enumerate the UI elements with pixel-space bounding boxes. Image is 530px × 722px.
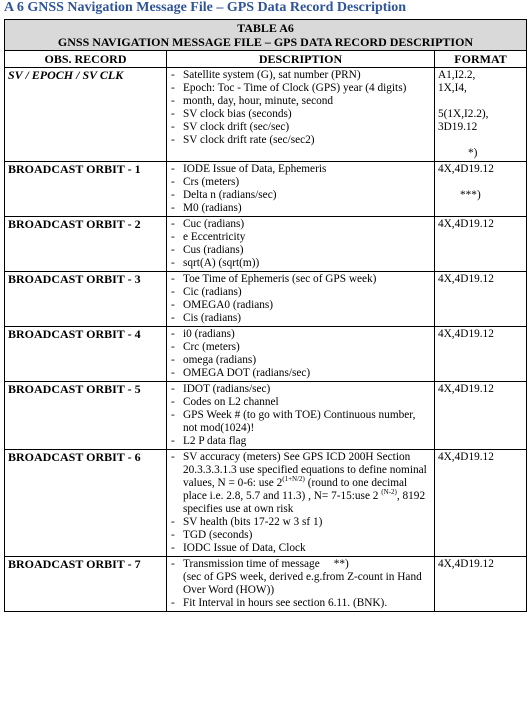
- record-format: [435, 272, 527, 327]
- record-description: [167, 162, 435, 217]
- record-description: [167, 272, 435, 327]
- table-row: [5, 327, 527, 382]
- table-header-row: [5, 51, 527, 68]
- record-name: BROADCAST ORBIT - 2: [5, 217, 167, 272]
- table-row: [5, 162, 527, 217]
- description-item: - Crc (meters): [170, 341, 431, 354]
- record-format: [435, 217, 527, 272]
- description-item: - Cus (radians): [170, 244, 431, 257]
- description-item: - L2 P data flag: [170, 435, 431, 448]
- description-item: - Satellite system (G), sat number (PRN): [170, 69, 431, 82]
- format-line: 4X,4D19.12: [438, 218, 494, 230]
- gps-record-table: [4, 19, 527, 612]
- description-item: - Cic (radians): [170, 286, 431, 299]
- description-item: - SV health (bits 17-22 w 3 sf 1): [170, 516, 431, 529]
- description-item: - Toe Time of Ephemeris (sec of GPS week): [170, 273, 431, 286]
- description-item: - e Eccentricity: [170, 231, 431, 244]
- record-format: [435, 162, 527, 217]
- description-item: - OMEGA0 (radians): [170, 299, 431, 312]
- accuracy-exponent: (N-2): [381, 488, 397, 497]
- description-item: - M0 (radians): [170, 202, 431, 215]
- record-name: BROADCAST ORBIT - 4: [5, 327, 167, 382]
- document-heading: A 6 GNSS Navigation Message File – GPS Data Record Description: [4, 0, 407, 15]
- format-line: *): [468, 147, 478, 159]
- accuracy-text: (round to one decimal place i.e. 2.8, 5.7 and 11.3) , N= 7-15:use 2: [183, 477, 408, 502]
- description-item: - Cuc (radians): [170, 218, 431, 231]
- format-line: 4X,4D19.12: [438, 451, 494, 463]
- description-continuation: (sec of GPS week, derived e.g.from Z-count in Hand Over Word (HOW)): [183, 571, 422, 596]
- description-item: - Cis (radians): [170, 312, 431, 325]
- description-item: - SV clock drift rate (sec/sec2): [170, 134, 431, 147]
- description-item: - IODC Issue of Data, Clock: [170, 542, 431, 555]
- format-line: 3D19.12: [438, 121, 478, 133]
- description-item: - GPS Week # (to go with TOE) Continuous number, not mod(1024)!: [170, 409, 431, 435]
- record-description: [167, 450, 435, 557]
- description-item: - Codes on L2 channel: [170, 396, 431, 409]
- header-format: FORMAT: [435, 51, 527, 68]
- description-item-transmission: [170, 558, 431, 571]
- transmission-footnote-mark: **): [333, 558, 349, 570]
- record-name: BROADCAST ORBIT - 6: [5, 450, 167, 557]
- record-description: [167, 382, 435, 450]
- format-line: 4X,4D19.12: [438, 163, 494, 175]
- record-name: BROADCAST ORBIT - 5: [5, 382, 167, 450]
- description-item: - Delta n (radians/sec): [170, 189, 431, 202]
- description-item: - omega (radians): [170, 354, 431, 367]
- description-item: - SV clock bias (seconds): [170, 108, 431, 121]
- format-line: [438, 176, 523, 189]
- description-item: - SV clock drift (sec/sec): [170, 121, 431, 134]
- format-line: [438, 95, 523, 108]
- record-format: [435, 327, 527, 382]
- description-item: - Crs (meters): [170, 176, 431, 189]
- table-title-cell: [5, 20, 527, 51]
- record-description: [167, 557, 435, 612]
- record-name: BROADCAST ORBIT - 3: [5, 272, 167, 327]
- record-format: [435, 68, 527, 162]
- format-line: 5(1X,I2.2),: [438, 108, 489, 120]
- description-item: - Epoch: Toc - Time of Clock (GPS) year (4 digits): [170, 82, 431, 95]
- table-number: TABLE A6: [237, 21, 294, 35]
- format-line: 4X,4D19.12: [438, 328, 494, 340]
- header-description: DESCRIPTION: [167, 51, 435, 68]
- record-format: [435, 557, 527, 612]
- record-format: [435, 450, 527, 557]
- record-name: SV / EPOCH / SV CLK: [5, 68, 167, 162]
- description-item: - OMEGA DOT (radians/sec): [170, 367, 431, 380]
- record-description: [167, 217, 435, 272]
- table-row: [5, 557, 527, 612]
- accuracy-exponent: (1+N/2): [282, 475, 305, 484]
- format-line: 4X,4D19.12: [438, 558, 494, 570]
- format-line: 1X,I4,: [438, 82, 467, 94]
- format-line: 4X,4D19.12: [438, 273, 494, 285]
- table-title: GNSS NAVIGATION MESSAGE FILE – GPS DATA RECORD DESCRIPTION: [57, 35, 474, 49]
- description-item: - month, day, hour, minute, second: [170, 95, 431, 108]
- table-row: [5, 68, 527, 162]
- format-line: 4X,4D19.12: [438, 383, 494, 395]
- table-row: [5, 272, 527, 327]
- table-row: [5, 217, 527, 272]
- format-line: ***): [460, 189, 481, 201]
- accuracy-text: , 8192 specifies use at own risk: [183, 490, 426, 515]
- description-item-sv-accuracy: [170, 451, 431, 516]
- record-name: BROADCAST ORBIT - 7: [5, 557, 167, 612]
- transmission-label: Transmission time of message: [183, 558, 320, 570]
- record-name: BROADCAST ORBIT - 1: [5, 162, 167, 217]
- record-description: [167, 68, 435, 162]
- description-item: - TGD (seconds): [170, 529, 431, 542]
- record-description: [167, 327, 435, 382]
- description-item: - IDOT (radians/sec): [170, 383, 431, 396]
- table-row: [5, 382, 527, 450]
- description-item: - i0 (radians): [170, 328, 431, 341]
- header-obs-record: OBS. RECORD: [5, 51, 167, 68]
- table-row: [5, 450, 527, 557]
- description-item: - sqrt(A) (sqrt(m)): [170, 257, 431, 270]
- format-line: A1,I2.2,: [438, 69, 476, 81]
- record-format: [435, 382, 527, 450]
- description-item: - IODE Issue of Data, Ephemeris: [170, 163, 431, 176]
- accuracy-text: SV accuracy (meters) See GPS ICD 200H Section 20.3.3.3.1.3 use specified equations to define nominal values, N = 0-6: use 2: [183, 451, 427, 489]
- description-item: - Fit Interval in hours see section 6.11. (BNK).: [170, 597, 431, 610]
- format-line: [438, 134, 523, 147]
